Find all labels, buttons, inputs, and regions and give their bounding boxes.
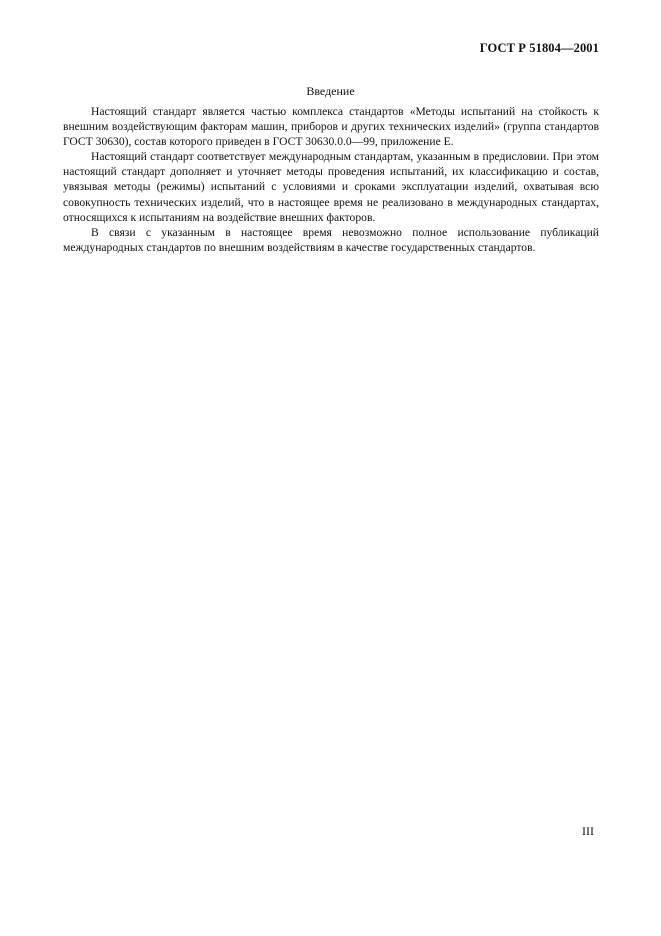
document-code-header: ГОСТ Р 51804—2001 <box>479 41 599 55</box>
page-number: III <box>582 824 594 838</box>
body-text <box>63 104 599 255</box>
section-title: Введение <box>306 84 355 98</box>
paragraph: Настоящий стандарт является частью комплекса стандартов «Методы испытаний на стойкость к внешним воздействующим факторам машин, приборов и других технических изделий» (группа стандартов ГОСТ 30630), состав которого приведен в ГОСТ 30630.0.0—99, приложение Е. <box>63 105 599 149</box>
paragraph: Настоящий стандарт соответствует международным стандартам, указанным в предисловии. При этом настоящий стандарт дополняет и уточняет методы проведения испытаний, их классификацию и состав, увязывая методы (режимы) испытаний с условиями и сроками эксплуатации изделий, охватывая всю совокупность технических изделий, что в настоящее время не реализовано в международных стандартах, относящихся к испытаниям на воздействие внешних факторов. <box>63 150 599 224</box>
paragraph: В связи с указанным в настоящее время невозможно полное использование публикаций международных стандартов по внешним воздействиям в качестве государственных стандартов. <box>63 225 599 254</box>
